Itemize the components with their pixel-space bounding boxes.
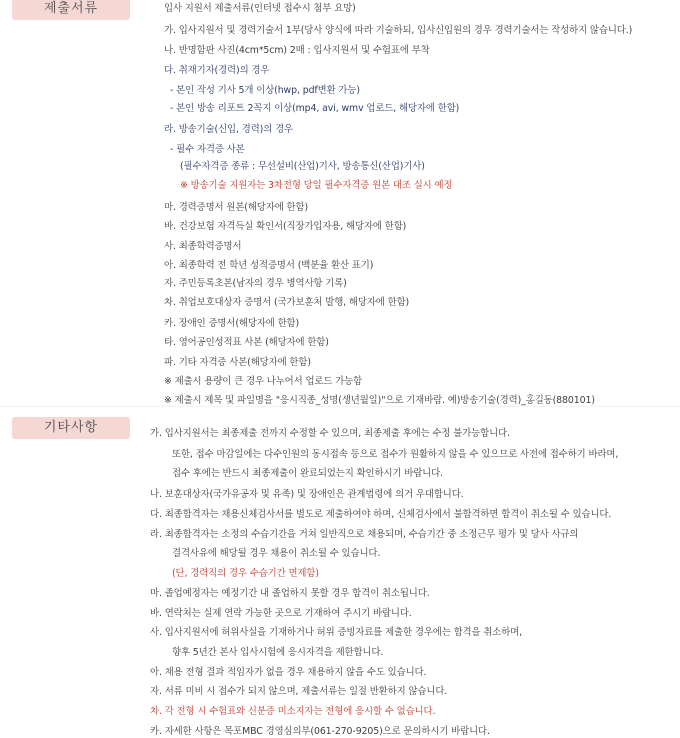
notice-line: 바. 연락처는 실제 연락 가능한 곳으로 기재하여 주시기 바랍니다. (150, 608, 412, 619)
document-line: ※ 제출시 용량이 큰 경우 나누어서 업로드 가능함 (164, 376, 363, 387)
document-line: 파. 기타 자격증 사본(해당자에 한함) (164, 357, 311, 368)
notice-line: 나. 보훈대상자(국가유공자 및 유족) 및 장애인은 관계법령에 의거 우대합니다. (150, 489, 464, 500)
notice-line: 다. 최종합격자는 채용신체검사서를 별도로 제출하여야 하며, 신체검사에서 불합격하면 합격이 취소될 수 있습니다. (150, 509, 612, 520)
document-line: 타. 영어공인성적표 사본 (해당자에 한함) (164, 337, 329, 348)
notice-line: 라. 최종합격자는 소정의 수습기간을 거쳐 일반직으로 채용되며, 수습기간 중 소정근무 평가 및 당사 사규의 (150, 529, 579, 540)
document-line: - 본인 작성 기사 5개 이상(hwp, pdf변환 가능) (170, 85, 360, 96)
notice-line: 카. 자세한 사항은 목포MBC 경영심의부(061-270-9205)으로 문의하시기 바랍니다. (150, 726, 490, 737)
document-line: 차. 취업보호대상자 증명서 (국가보훈처 발행, 해당자에 한함) (164, 297, 410, 308)
document-line: 마. 경력증명서 원본(해당자에 한함) (164, 202, 309, 213)
section-label-other-notes: 기타사항 (12, 417, 130, 439)
notice-line: 차. 각 전형 시 수험표와 신분증 미소지자는 전형에 응시할 수 없습니다. (150, 706, 436, 717)
notice-line: 아. 채용 전형 결과 적임자가 없을 경우 채용하지 않을 수도 있습니다. (150, 667, 427, 678)
notice-line: 마. 졸업예정자는 예정기간 내 졸업하지 못할 경우 합격이 취소됩니다. (150, 588, 430, 599)
notice-line: (단, 경력직의 경우 수습기간 면제함) (172, 568, 319, 579)
document-line: 사. 최종학력증명서 (164, 241, 242, 252)
notice-line: 자. 서류 미비 시 접수가 되지 않으며, 제출서류는 일절 반환하지 않습니다. (150, 686, 448, 697)
notice-line: 또한, 접수 마감일에는 다수인원의 동시접속 등으로 접수가 원활하지 않을 수 있으므로 사전에 접수하기 바라며, (172, 449, 619, 460)
document-line: (필수자격증 종류 : 무선설비(산업)기사, 방송통신(산업)기사) (180, 161, 425, 172)
document-line: 입사 지원서 제출서류(인터넷 접수시 첨부 요망) (164, 3, 356, 14)
notice-line: 접수 후에는 반드시 최종제출이 완료되었는지 확인하시기 바랍니다. (172, 468, 443, 479)
document-line: ※ 방송기술 지원자는 3차전형 당일 필수자격증 원본 대조 실시 예정 (180, 180, 453, 191)
notice-line: 가. 입사지원서는 최종제출 전까지 수정할 수 있으며, 최종제출 후에는 수정 불가능합니다. (150, 428, 510, 439)
document-line: 나. 반명함판 사진(4cm*5cm) 2매 : 입사지원서 및 수험표에 부착 (164, 45, 430, 56)
document-line: 자. 주민등록초본(남자의 경우 병역사항 기록) (164, 278, 347, 289)
document-line: 아. 최종학력 전 학년 성적증명서 (백분율 환산 표기) (164, 260, 374, 271)
section-label-required-documents: 제출서류 (12, 0, 130, 20)
notice-line: 결격사유에 해당될 경우 채용이 취소될 수 있습니다. (172, 548, 381, 559)
document-line: 가. 입사지원서 및 경력기술서 1부(당사 양식에 따라 기술하되, 입사신입원의 경우 경력기술서는 작성하지 않습니다.) (164, 25, 633, 36)
document-line: 바. 건강보험 자격득실 확인서(직장가입자용, 해당자에 한함) (164, 221, 407, 232)
section-other-notes (0, 415, 680, 737)
notice-line: 사. 입사지원서에 허위사실을 기재하거나 허위 증빙자료를 제출한 경우에는 합격을 취소하며, (150, 627, 523, 638)
document-line: 카. 장애인 증명서(해당자에 한함) (164, 318, 300, 329)
document-line: - 필수 자격증 사본 (170, 144, 245, 155)
section-divider (0, 406, 680, 407)
document-line: 라. 방송기술(신입, 경력)의 경우 (164, 124, 293, 135)
document-line: ※ 제출시 제목 및 파일명을 "응시직종_성명(생년월일)"으로 기재바람. 예)방송기술(경력)_홍길동(880101) (164, 395, 595, 406)
notice-line: 향후 5년간 본사 입사시험에 응시자격을 제한합니다. (172, 647, 384, 658)
document-line: 다. 취재기자(경력)의 경우 (164, 65, 270, 76)
document-line: - 본인 방송 리포트 2꼭지 이상(mp4, avi, wmv 업로드, 해당자에 한함) (170, 103, 460, 114)
